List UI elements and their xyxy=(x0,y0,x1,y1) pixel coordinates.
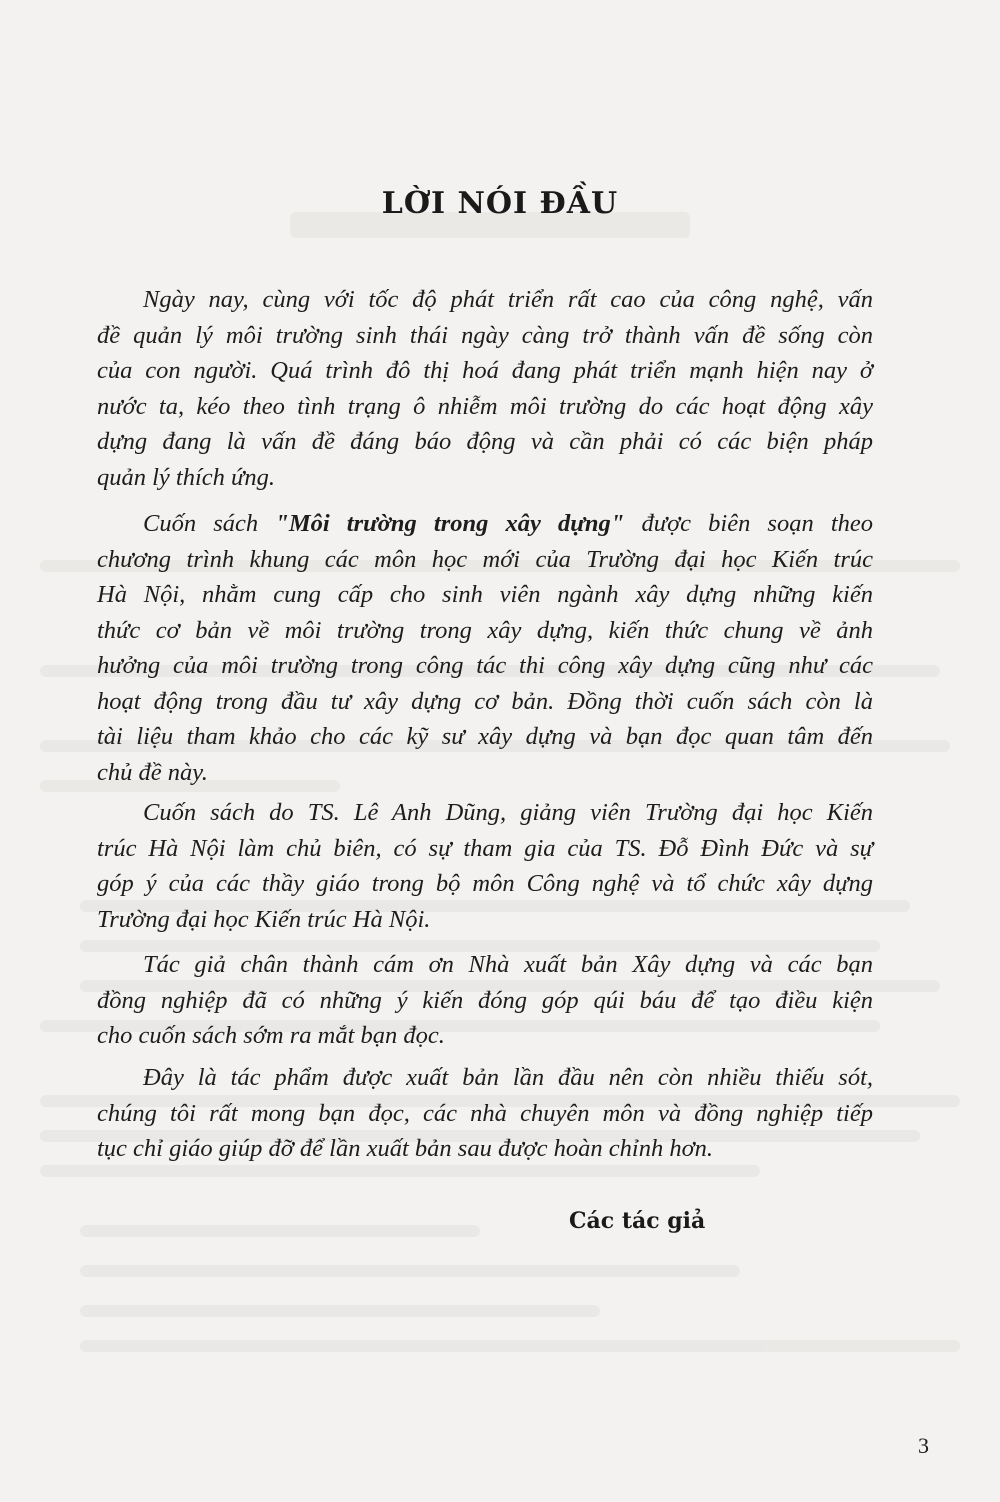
book-title-emphasis: "Môi trường trong xây dựng" xyxy=(275,510,625,537)
paragraph-1-line xyxy=(97,464,275,492)
text-run: Hà Nội, nhằm cung cấp cho sinh viên ngành xây dựng những kiến xyxy=(97,581,873,608)
paragraph-1-line xyxy=(143,286,873,314)
paragraph-2-line xyxy=(143,510,873,538)
text-run: Trường đại học Kiến trúc Hà Nội. xyxy=(97,905,431,933)
text-run: hưởng của môi trường trong công tác thi công xây dựng cũng như các xyxy=(97,652,873,679)
paragraph-4-line xyxy=(97,987,873,1015)
paragraph-1-line xyxy=(97,393,873,421)
paragraph-5-line xyxy=(97,1135,713,1163)
text-run: tục chỉ giáo giúp đỡ để lần xuất bản sau được hoàn chỉnh hơn. xyxy=(97,1135,714,1162)
paragraph-2-line xyxy=(97,581,873,609)
paragraph-4-line xyxy=(143,951,873,979)
text-run: của con người. Quá trình đô thị hoá đang phát triển mạnh hiện nay ở xyxy=(97,357,873,384)
signature: Các tác giả xyxy=(569,1208,706,1234)
paragraph-2-line xyxy=(97,617,873,645)
paragraph-1-line xyxy=(97,428,873,456)
text-run: Đây là tác phẩm được xuất bản lần đầu nên còn nhiều thiếu sót, xyxy=(143,1064,873,1091)
paragraph-5-line xyxy=(143,1064,873,1092)
text-run: Cuốn sách do TS. Lê Anh Dũng, giảng viên Trường đại học Kiến xyxy=(143,799,873,826)
paragraph-4-line xyxy=(97,1022,445,1050)
text-run: nước ta, kéo theo tình trạng ô nhiễm môi trường do các hoạt động xây xyxy=(97,392,873,420)
text-run: đề quản lý môi trường sinh thái ngày càng trở thành vấn đề sống còn xyxy=(97,321,873,349)
text-run: chương trình khung các môn học mới của Trường đại học Kiến trúc xyxy=(97,545,873,573)
paragraph-2-line xyxy=(97,546,873,574)
text-run: trúc Hà Nội làm chủ biên, có sự tham gia của TS. Đỗ Đình Đức và sự xyxy=(97,834,873,862)
text-run: cho cuốn sách sớm ra mắt bạn đọc. xyxy=(97,1022,445,1049)
text-run: Ngày nay, cùng với tốc độ phát triển rất cao của công nghệ, vấn xyxy=(143,286,873,313)
text-run: chúng tôi rất mong bạn đọc, các nhà chuyên môn và đồng nghiệp tiếp xyxy=(97,1099,873,1127)
text-run: hoạt động trong đầu tư xây dựng cơ bản. Đồng thời cuốn sách còn là xyxy=(97,687,873,715)
text-run: chủ đề này. xyxy=(97,758,208,786)
text-run: Tác giả chân thành cám ơn Nhà xuất bản Xây dựng và các bạn xyxy=(143,951,873,978)
text-run: dựng đang là vấn đề đáng báo động và cần phải có các biện pháp xyxy=(97,428,873,455)
text-run: được biên soạn theo xyxy=(624,510,874,537)
paragraph-3-line xyxy=(143,799,873,827)
text-run: đồng nghiệp đã có những ý kiến đóng góp qúi báu để tạo điều kiện xyxy=(97,986,873,1014)
text-run: Cuốn sách xyxy=(143,510,276,537)
text-run: thức cơ bản về môi trường trong xây dựng, kiến thức chung về ảnh xyxy=(97,616,873,644)
text-run: góp ý của các thầy giáo trong bộ môn Công nghệ và tổ chức xây dựng xyxy=(97,870,873,897)
page-number: 3 xyxy=(918,1433,929,1458)
paragraph-2-line xyxy=(97,652,873,680)
paragraph-5-line xyxy=(97,1100,873,1128)
paragraph-2-line xyxy=(97,759,208,787)
paragraph-2-line xyxy=(97,688,873,716)
paragraph-3-line xyxy=(97,835,873,863)
paragraph-2-line xyxy=(97,723,873,751)
text-run: tài liệu tham khảo cho các kỹ sư xây dựng và bạn đọc quan tâm đến xyxy=(97,723,873,750)
page-title: LỜI NÓI ĐẦU xyxy=(381,186,619,221)
paragraph-3-line xyxy=(97,870,873,898)
paragraph-3-line xyxy=(97,906,430,934)
text-run: quản lý thích ứng. xyxy=(97,463,276,491)
paragraph-1-line xyxy=(97,322,873,350)
paragraph-1-line xyxy=(97,357,873,385)
